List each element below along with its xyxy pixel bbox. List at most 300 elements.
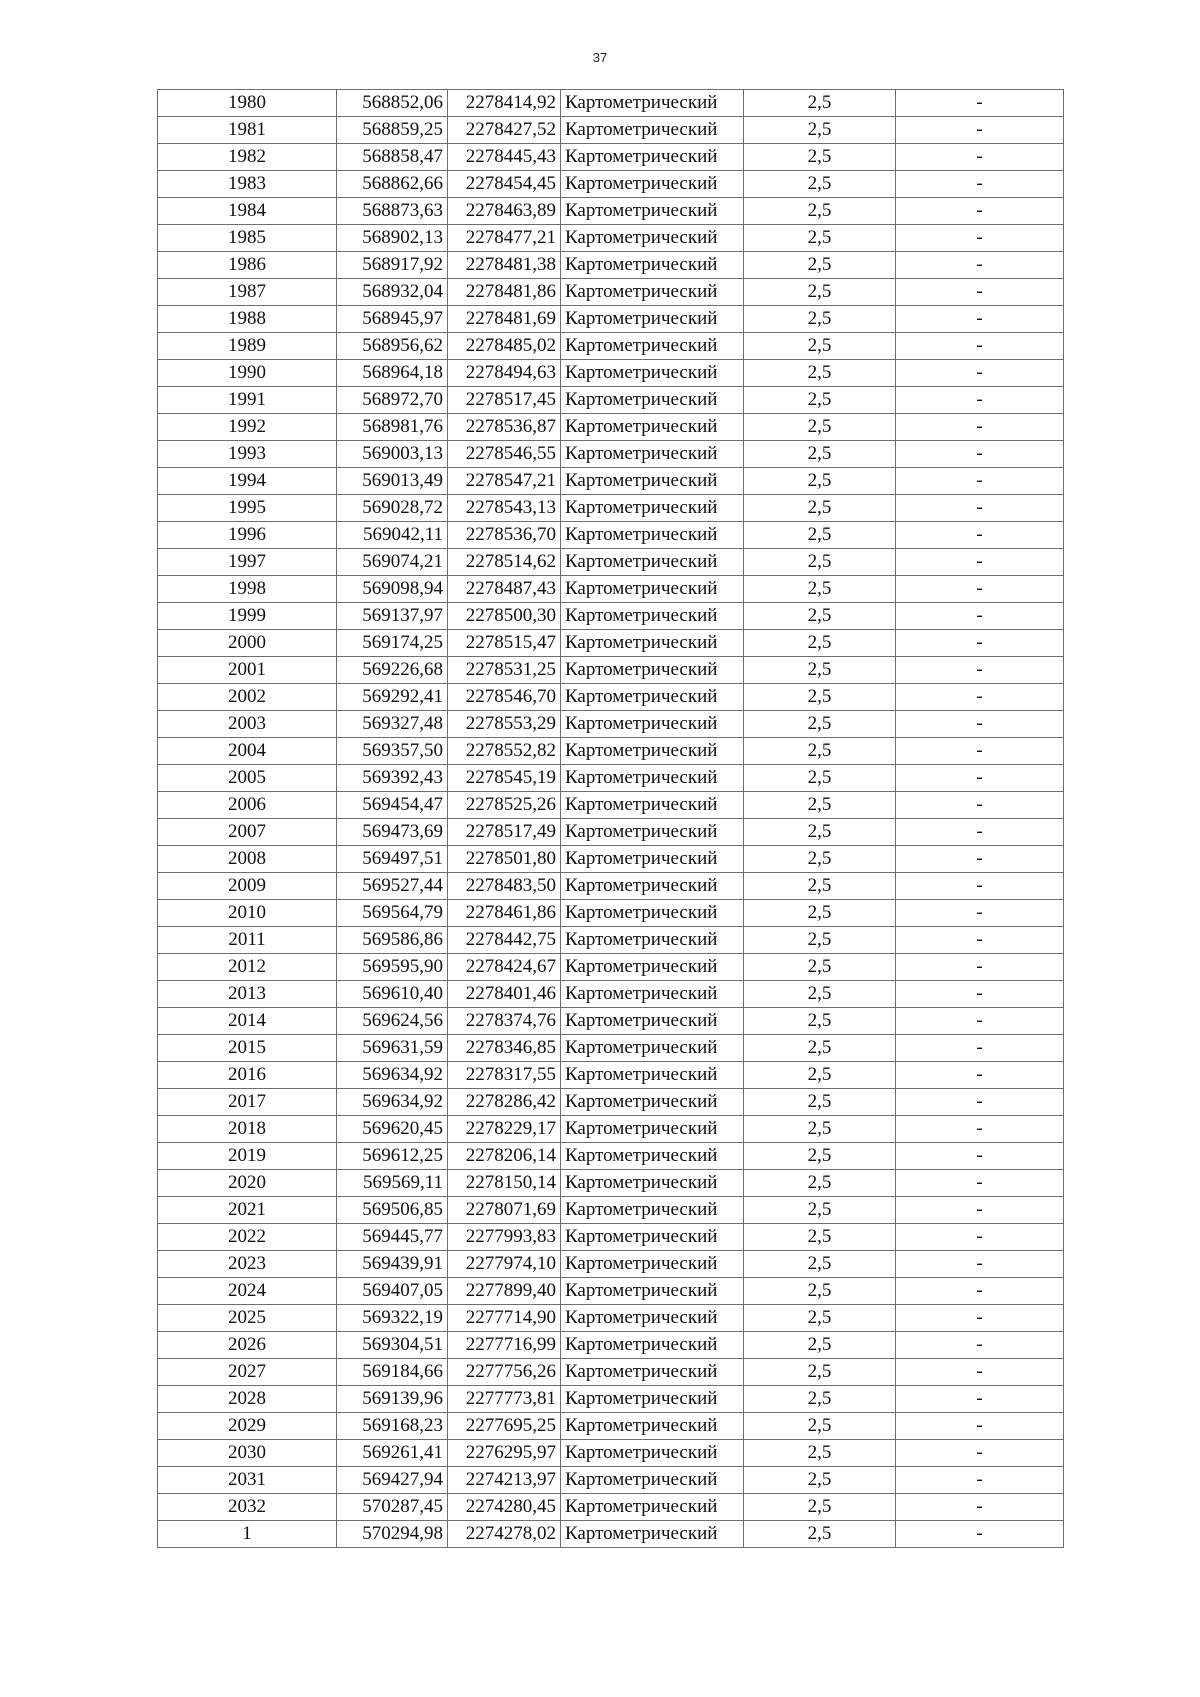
x-coordinate-cell: 569473,69	[337, 819, 448, 846]
point-number-cell: 1994	[158, 468, 337, 495]
point-number-cell: 1982	[158, 144, 337, 171]
x-coordinate-cell: 569445,77	[337, 1224, 448, 1251]
y-coordinate-cell: 2278424,67	[448, 954, 561, 981]
y-coordinate-cell: 2278414,92	[448, 90, 561, 117]
note-cell: -	[896, 1305, 1064, 1332]
method-cell: Картометрический	[561, 387, 744, 414]
y-coordinate-cell: 2278206,14	[448, 1143, 561, 1170]
accuracy-cell: 2,5	[744, 198, 896, 225]
accuracy-cell: 2,5	[744, 765, 896, 792]
point-number-cell: 1985	[158, 225, 337, 252]
accuracy-cell: 2,5	[744, 684, 896, 711]
table-row	[158, 144, 1064, 171]
method-cell: Картометрический	[561, 441, 744, 468]
x-coordinate-cell: 569003,13	[337, 441, 448, 468]
accuracy-cell: 2,5	[744, 279, 896, 306]
method-cell: Картометрический	[561, 117, 744, 144]
table-row	[158, 1332, 1064, 1359]
table-row	[158, 522, 1064, 549]
method-cell: Картометрический	[561, 549, 744, 576]
x-coordinate-cell: 568972,70	[337, 387, 448, 414]
table-row	[158, 252, 1064, 279]
accuracy-cell: 2,5	[744, 468, 896, 495]
x-coordinate-cell: 569620,45	[337, 1116, 448, 1143]
point-number-cell: 2026	[158, 1332, 337, 1359]
table-row	[158, 1440, 1064, 1467]
y-coordinate-cell: 2278463,89	[448, 198, 561, 225]
point-number-cell: 1980	[158, 90, 337, 117]
note-cell: -	[896, 1224, 1064, 1251]
point-number-cell: 1987	[158, 279, 337, 306]
note-cell: -	[896, 1035, 1064, 1062]
accuracy-cell: 2,5	[744, 1035, 896, 1062]
point-number-cell: 2022	[158, 1224, 337, 1251]
note-cell: -	[896, 333, 1064, 360]
x-coordinate-cell: 569327,48	[337, 711, 448, 738]
point-number-cell: 2009	[158, 873, 337, 900]
note-cell: -	[896, 1413, 1064, 1440]
point-number-cell: 2019	[158, 1143, 337, 1170]
accuracy-cell: 2,5	[744, 900, 896, 927]
y-coordinate-cell: 2278454,45	[448, 171, 561, 198]
table-row	[158, 603, 1064, 630]
table-row	[158, 1035, 1064, 1062]
note-cell: -	[896, 1494, 1064, 1521]
y-coordinate-cell: 2278481,38	[448, 252, 561, 279]
point-number-cell: 2003	[158, 711, 337, 738]
accuracy-cell: 2,5	[744, 414, 896, 441]
y-coordinate-cell: 2277899,40	[448, 1278, 561, 1305]
x-coordinate-cell: 569634,92	[337, 1089, 448, 1116]
table-row	[158, 198, 1064, 225]
y-coordinate-cell: 2278546,70	[448, 684, 561, 711]
table-row	[158, 306, 1064, 333]
x-coordinate-cell: 568902,13	[337, 225, 448, 252]
x-coordinate-cell: 569586,86	[337, 927, 448, 954]
accuracy-cell: 2,5	[744, 1197, 896, 1224]
accuracy-cell: 2,5	[744, 549, 896, 576]
x-coordinate-cell: 568932,04	[337, 279, 448, 306]
method-cell: Картометрический	[561, 900, 744, 927]
accuracy-cell: 2,5	[744, 1494, 896, 1521]
y-coordinate-cell: 2278481,86	[448, 279, 561, 306]
note-cell: -	[896, 1143, 1064, 1170]
note-cell: -	[896, 684, 1064, 711]
x-coordinate-cell: 569137,97	[337, 603, 448, 630]
accuracy-cell: 2,5	[744, 846, 896, 873]
table-row	[158, 1359, 1064, 1386]
method-cell: Картометрический	[561, 630, 744, 657]
point-number-cell: 1992	[158, 414, 337, 441]
note-cell: -	[896, 171, 1064, 198]
y-coordinate-cell: 2274280,45	[448, 1494, 561, 1521]
table-row	[158, 1305, 1064, 1332]
point-number-cell: 1997	[158, 549, 337, 576]
point-number-cell: 1988	[158, 306, 337, 333]
table-row	[158, 576, 1064, 603]
method-cell: Картометрический	[561, 495, 744, 522]
y-coordinate-cell: 2278317,55	[448, 1062, 561, 1089]
table-row	[158, 549, 1064, 576]
method-cell: Картометрический	[561, 333, 744, 360]
note-cell: -	[896, 117, 1064, 144]
method-cell: Картометрический	[561, 738, 744, 765]
note-cell: -	[896, 630, 1064, 657]
x-coordinate-cell: 569292,41	[337, 684, 448, 711]
x-coordinate-cell: 569098,94	[337, 576, 448, 603]
accuracy-cell: 2,5	[744, 441, 896, 468]
accuracy-cell: 2,5	[744, 1116, 896, 1143]
method-cell: Картометрический	[561, 1170, 744, 1197]
page-number: 37	[592, 50, 608, 65]
table-row	[158, 1062, 1064, 1089]
accuracy-cell: 2,5	[744, 306, 896, 333]
table-row	[158, 1467, 1064, 1494]
method-cell: Картометрический	[561, 792, 744, 819]
x-coordinate-cell: 569226,68	[337, 657, 448, 684]
method-cell: Картометрический	[561, 684, 744, 711]
y-coordinate-cell: 2278374,76	[448, 1008, 561, 1035]
method-cell: Картометрический	[561, 1359, 744, 1386]
accuracy-cell: 2,5	[744, 495, 896, 522]
y-coordinate-cell: 2278461,86	[448, 900, 561, 927]
method-cell: Картометрический	[561, 468, 744, 495]
table-row	[158, 117, 1064, 144]
x-coordinate-cell: 568956,62	[337, 333, 448, 360]
note-cell: -	[896, 846, 1064, 873]
method-cell: Картометрический	[561, 1251, 744, 1278]
note-cell: -	[896, 603, 1064, 630]
y-coordinate-cell: 2278515,47	[448, 630, 561, 657]
table-row	[158, 954, 1064, 981]
point-number-cell: 1984	[158, 198, 337, 225]
method-cell: Картометрический	[561, 1143, 744, 1170]
x-coordinate-cell: 568981,76	[337, 414, 448, 441]
coordinates-table	[157, 89, 1064, 1548]
y-coordinate-cell: 2278477,21	[448, 225, 561, 252]
x-coordinate-cell: 569261,41	[337, 1440, 448, 1467]
x-coordinate-cell: 569304,51	[337, 1332, 448, 1359]
accuracy-cell: 2,5	[744, 1521, 896, 1548]
table-row	[158, 684, 1064, 711]
table-row	[158, 738, 1064, 765]
accuracy-cell: 2,5	[744, 1278, 896, 1305]
point-number-cell: 2015	[158, 1035, 337, 1062]
method-cell: Картометрический	[561, 657, 744, 684]
point-number-cell: 2012	[158, 954, 337, 981]
note-cell: -	[896, 1197, 1064, 1224]
note-cell: -	[896, 144, 1064, 171]
point-number-cell: 2021	[158, 1197, 337, 1224]
y-coordinate-cell: 2278531,25	[448, 657, 561, 684]
x-coordinate-cell: 569322,19	[337, 1305, 448, 1332]
note-cell: -	[896, 468, 1064, 495]
note-cell: -	[896, 306, 1064, 333]
x-coordinate-cell: 569042,11	[337, 522, 448, 549]
x-coordinate-cell: 569028,72	[337, 495, 448, 522]
y-coordinate-cell: 2278286,42	[448, 1089, 561, 1116]
point-number-cell: 2027	[158, 1359, 337, 1386]
note-cell: -	[896, 900, 1064, 927]
accuracy-cell: 2,5	[744, 1089, 896, 1116]
y-coordinate-cell: 2278547,21	[448, 468, 561, 495]
note-cell: -	[896, 279, 1064, 306]
point-number-cell: 2029	[158, 1413, 337, 1440]
table-row	[158, 1386, 1064, 1413]
table-row	[158, 873, 1064, 900]
method-cell: Картометрический	[561, 360, 744, 387]
method-cell: Картометрический	[561, 927, 744, 954]
y-coordinate-cell: 2278546,55	[448, 441, 561, 468]
method-cell: Картометрический	[561, 1332, 744, 1359]
accuracy-cell: 2,5	[744, 576, 896, 603]
x-coordinate-cell: 569174,25	[337, 630, 448, 657]
accuracy-cell: 2,5	[744, 171, 896, 198]
note-cell: -	[896, 198, 1064, 225]
y-coordinate-cell: 2278494,63	[448, 360, 561, 387]
table-row	[158, 1494, 1064, 1521]
point-number-cell: 1983	[158, 171, 337, 198]
method-cell: Картометрический	[561, 1440, 744, 1467]
table-row	[158, 360, 1064, 387]
note-cell: -	[896, 1467, 1064, 1494]
y-coordinate-cell: 2278501,80	[448, 846, 561, 873]
x-coordinate-cell: 569631,59	[337, 1035, 448, 1062]
table-row	[158, 1197, 1064, 1224]
x-coordinate-cell: 569168,23	[337, 1413, 448, 1440]
note-cell: -	[896, 1089, 1064, 1116]
method-cell: Картометрический	[561, 414, 744, 441]
method-cell: Картометрический	[561, 1089, 744, 1116]
x-coordinate-cell: 568945,97	[337, 306, 448, 333]
method-cell: Картометрический	[561, 1521, 744, 1548]
note-cell: -	[896, 1278, 1064, 1305]
note-cell: -	[896, 981, 1064, 1008]
x-coordinate-cell: 568852,06	[337, 90, 448, 117]
note-cell: -	[896, 711, 1064, 738]
note-cell: -	[896, 387, 1064, 414]
point-number-cell: 2017	[158, 1089, 337, 1116]
table-row	[158, 468, 1064, 495]
note-cell: -	[896, 360, 1064, 387]
y-coordinate-cell: 2277756,26	[448, 1359, 561, 1386]
x-coordinate-cell: 568964,18	[337, 360, 448, 387]
accuracy-cell: 2,5	[744, 1305, 896, 1332]
y-coordinate-cell: 2278487,43	[448, 576, 561, 603]
coordinates-table-body	[158, 90, 1064, 1548]
method-cell: Картометрический	[561, 1008, 744, 1035]
note-cell: -	[896, 1521, 1064, 1548]
method-cell: Картометрический	[561, 954, 744, 981]
x-coordinate-cell: 569454,47	[337, 792, 448, 819]
table-row	[158, 1251, 1064, 1278]
point-number-cell: 2023	[158, 1251, 337, 1278]
y-coordinate-cell: 2278517,45	[448, 387, 561, 414]
method-cell: Картометрический	[561, 522, 744, 549]
accuracy-cell: 2,5	[744, 819, 896, 846]
y-coordinate-cell: 2278442,75	[448, 927, 561, 954]
method-cell: Картометрический	[561, 981, 744, 1008]
table-row	[158, 1143, 1064, 1170]
y-coordinate-cell: 2274278,02	[448, 1521, 561, 1548]
x-coordinate-cell: 569569,11	[337, 1170, 448, 1197]
accuracy-cell: 2,5	[744, 738, 896, 765]
table-row	[158, 792, 1064, 819]
y-coordinate-cell: 2278517,49	[448, 819, 561, 846]
y-coordinate-cell: 2278150,14	[448, 1170, 561, 1197]
y-coordinate-cell: 2278536,70	[448, 522, 561, 549]
accuracy-cell: 2,5	[744, 1386, 896, 1413]
x-coordinate-cell: 570294,98	[337, 1521, 448, 1548]
y-coordinate-cell: 2278500,30	[448, 603, 561, 630]
y-coordinate-cell: 2274213,97	[448, 1467, 561, 1494]
x-coordinate-cell: 568858,47	[337, 144, 448, 171]
method-cell: Картометрический	[561, 1062, 744, 1089]
accuracy-cell: 2,5	[744, 1062, 896, 1089]
table-row	[158, 279, 1064, 306]
note-cell: -	[896, 1008, 1064, 1035]
y-coordinate-cell: 2278229,17	[448, 1116, 561, 1143]
accuracy-cell: 2,5	[744, 144, 896, 171]
x-coordinate-cell: 569074,21	[337, 549, 448, 576]
x-coordinate-cell: 569357,50	[337, 738, 448, 765]
x-coordinate-cell: 569610,40	[337, 981, 448, 1008]
note-cell: -	[896, 1359, 1064, 1386]
table-row	[158, 90, 1064, 117]
accuracy-cell: 2,5	[744, 1467, 896, 1494]
x-coordinate-cell: 569595,90	[337, 954, 448, 981]
point-number-cell: 1	[158, 1521, 337, 1548]
table-row	[158, 1170, 1064, 1197]
x-coordinate-cell: 569139,96	[337, 1386, 448, 1413]
accuracy-cell: 2,5	[744, 954, 896, 981]
point-number-cell: 2008	[158, 846, 337, 873]
accuracy-cell: 2,5	[744, 927, 896, 954]
y-coordinate-cell: 2276295,97	[448, 1440, 561, 1467]
point-number-cell: 2005	[158, 765, 337, 792]
table-row	[158, 657, 1064, 684]
point-number-cell: 2014	[158, 1008, 337, 1035]
table-row	[158, 927, 1064, 954]
point-number-cell: 2006	[158, 792, 337, 819]
y-coordinate-cell: 2278485,02	[448, 333, 561, 360]
method-cell: Картометрический	[561, 225, 744, 252]
method-cell: Картометрический	[561, 819, 744, 846]
method-cell: Картометрический	[561, 1494, 744, 1521]
y-coordinate-cell: 2277974,10	[448, 1251, 561, 1278]
point-number-cell: 1995	[158, 495, 337, 522]
point-number-cell: 2010	[158, 900, 337, 927]
x-coordinate-cell: 569013,49	[337, 468, 448, 495]
accuracy-cell: 2,5	[744, 981, 896, 1008]
x-coordinate-cell: 569612,25	[337, 1143, 448, 1170]
accuracy-cell: 2,5	[744, 252, 896, 279]
point-number-cell: 2024	[158, 1278, 337, 1305]
y-coordinate-cell: 2278552,82	[448, 738, 561, 765]
accuracy-cell: 2,5	[744, 90, 896, 117]
x-coordinate-cell: 569497,51	[337, 846, 448, 873]
method-cell: Картометрический	[561, 603, 744, 630]
method-cell: Картометрический	[561, 171, 744, 198]
note-cell: -	[896, 414, 1064, 441]
point-number-cell: 2020	[158, 1170, 337, 1197]
method-cell: Картометрический	[561, 1386, 744, 1413]
accuracy-cell: 2,5	[744, 1440, 896, 1467]
note-cell: -	[896, 1332, 1064, 1359]
note-cell: -	[896, 738, 1064, 765]
table-row	[158, 630, 1064, 657]
table-row	[158, 846, 1064, 873]
accuracy-cell: 2,5	[744, 873, 896, 900]
y-coordinate-cell: 2277773,81	[448, 1386, 561, 1413]
point-number-cell: 1998	[158, 576, 337, 603]
table-row	[158, 171, 1064, 198]
x-coordinate-cell: 568862,66	[337, 171, 448, 198]
point-number-cell: 1996	[158, 522, 337, 549]
point-number-cell: 1986	[158, 252, 337, 279]
method-cell: Картометрический	[561, 576, 744, 603]
table-row	[158, 900, 1064, 927]
accuracy-cell: 2,5	[744, 117, 896, 144]
table-row	[158, 1089, 1064, 1116]
note-cell: -	[896, 90, 1064, 117]
note-cell: -	[896, 954, 1064, 981]
y-coordinate-cell: 2278427,52	[448, 117, 561, 144]
point-number-cell: 2011	[158, 927, 337, 954]
accuracy-cell: 2,5	[744, 1143, 896, 1170]
y-coordinate-cell: 2277993,83	[448, 1224, 561, 1251]
point-number-cell: 2032	[158, 1494, 337, 1521]
accuracy-cell: 2,5	[744, 1008, 896, 1035]
table-row	[158, 1116, 1064, 1143]
table-row	[158, 225, 1064, 252]
accuracy-cell: 2,5	[744, 387, 896, 414]
accuracy-cell: 2,5	[744, 711, 896, 738]
method-cell: Картометрический	[561, 1413, 744, 1440]
note-cell: -	[896, 1251, 1064, 1278]
accuracy-cell: 2,5	[744, 657, 896, 684]
table-row	[158, 333, 1064, 360]
method-cell: Картометрический	[561, 1305, 744, 1332]
x-coordinate-cell: 569564,79	[337, 900, 448, 927]
accuracy-cell: 2,5	[744, 792, 896, 819]
table-row	[158, 819, 1064, 846]
method-cell: Картометрический	[561, 765, 744, 792]
point-number-cell: 2000	[158, 630, 337, 657]
table-row	[158, 1224, 1064, 1251]
accuracy-cell: 2,5	[744, 333, 896, 360]
x-coordinate-cell: 569506,85	[337, 1197, 448, 1224]
point-number-cell: 2030	[158, 1440, 337, 1467]
x-coordinate-cell: 568859,25	[337, 117, 448, 144]
accuracy-cell: 2,5	[744, 603, 896, 630]
y-coordinate-cell: 2278514,62	[448, 549, 561, 576]
note-cell: -	[896, 765, 1064, 792]
method-cell: Картометрический	[561, 1197, 744, 1224]
x-coordinate-cell: 569624,56	[337, 1008, 448, 1035]
table-row	[158, 981, 1064, 1008]
method-cell: Картометрический	[561, 279, 744, 306]
note-cell: -	[896, 549, 1064, 576]
accuracy-cell: 2,5	[744, 225, 896, 252]
note-cell: -	[896, 441, 1064, 468]
y-coordinate-cell: 2278481,69	[448, 306, 561, 333]
y-coordinate-cell: 2277716,99	[448, 1332, 561, 1359]
point-number-cell: 1991	[158, 387, 337, 414]
point-number-cell: 2013	[158, 981, 337, 1008]
method-cell: Картометрический	[561, 306, 744, 333]
method-cell: Картометрический	[561, 144, 744, 171]
